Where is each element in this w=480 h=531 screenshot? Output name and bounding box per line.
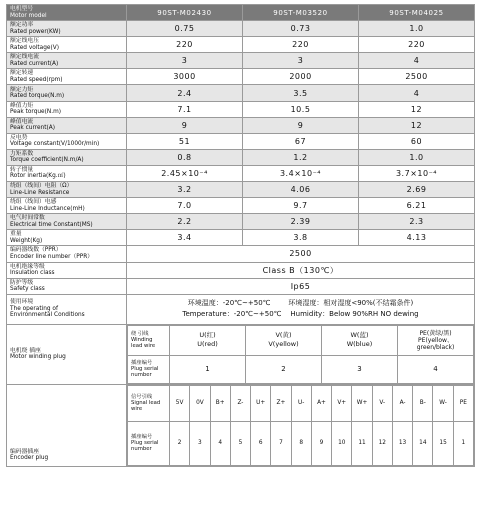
model-name-2: 90ST-M03520 bbox=[243, 5, 359, 21]
encoder-signal-pin: PE bbox=[453, 385, 473, 421]
winding-plug-number-row bbox=[128, 355, 474, 383]
common-spec-row bbox=[7, 262, 475, 278]
encoder-plug-pin: 12 bbox=[372, 421, 392, 465]
spec-label-en: Rotor inertia(Kg.㎡) bbox=[10, 173, 66, 180]
common-label-cn: 电机绝缘等级 bbox=[10, 263, 45, 270]
spec-label-en: Torque coefficient(N.m/A) bbox=[10, 157, 84, 164]
common-label-en: Insulation class bbox=[10, 270, 55, 277]
spec-label-en: Voltage constant(V/1000r/min) bbox=[10, 141, 100, 148]
encoder-plug-label-cell bbox=[7, 384, 127, 466]
winding-lead-pe-en: PE(yellow、green/black) bbox=[416, 336, 455, 351]
spec-label-cell bbox=[7, 165, 127, 181]
spec-value-2: 67 bbox=[243, 133, 359, 149]
spec-label-cell bbox=[7, 69, 127, 85]
spec-value-3: 2500 bbox=[359, 69, 475, 85]
spec-label-cn: 重量 bbox=[10, 231, 22, 238]
encoder-plug-table-cell bbox=[127, 384, 475, 466]
spec-label-cell bbox=[7, 214, 127, 230]
spec-label-en: Line-Line Inductance(mH) bbox=[10, 205, 85, 212]
spec-value-1: 9 bbox=[127, 117, 243, 133]
spec-label-cell bbox=[7, 198, 127, 214]
winding-lead-v-en: V(yellow) bbox=[268, 340, 299, 349]
model-label-cell bbox=[7, 5, 127, 21]
model-name-3: 90ST-M04025 bbox=[359, 5, 475, 21]
encoder-plug-number-label bbox=[128, 421, 170, 465]
winding-plug-label-cn: 电机绕 插座 bbox=[10, 347, 41, 354]
encoder-signal-pin: W- bbox=[433, 385, 453, 421]
encoder-plug-label-en: Encoder plug bbox=[10, 455, 49, 462]
encoder-signal-label-en: Signal lead wire bbox=[131, 400, 161, 413]
spec-label-cn: 额定线电流 bbox=[10, 54, 39, 61]
spec-label-en: Peak current(A) bbox=[10, 125, 56, 132]
model-name-1: 90ST-M02430 bbox=[127, 5, 243, 21]
spec-value-1: 51 bbox=[127, 133, 243, 149]
environment-label-cn: 使用环境 bbox=[10, 299, 34, 306]
environment-value-cell bbox=[127, 294, 475, 324]
spec-value-1: 2.2 bbox=[127, 214, 243, 230]
spec-label-cell bbox=[7, 101, 127, 117]
spec-value-3: 2.69 bbox=[359, 182, 475, 198]
spec-row bbox=[7, 198, 475, 214]
winding-lead-label-cn: 绕 引线 bbox=[131, 330, 149, 337]
encoder-signal-pin: Z- bbox=[230, 385, 250, 421]
spec-label-cn: 额定线电压 bbox=[10, 38, 39, 45]
common-label-en: Encoder line number（PPR） bbox=[10, 253, 94, 260]
spec-row bbox=[7, 21, 475, 37]
model-label-en: Motor model bbox=[10, 12, 47, 19]
winding-lead-label bbox=[128, 325, 170, 355]
spec-row bbox=[7, 214, 475, 230]
spec-row bbox=[7, 53, 475, 69]
encoder-plug-pin: 15 bbox=[433, 421, 453, 465]
spec-value-2: 2000 bbox=[243, 69, 359, 85]
spec-label-cell bbox=[7, 149, 127, 165]
spec-value-3: 6.21 bbox=[359, 198, 475, 214]
spec-value-2: 10.5 bbox=[243, 101, 359, 117]
spec-value-3: 4 bbox=[359, 53, 475, 69]
environment-label-en-2: Environmental Conditions bbox=[10, 312, 85, 319]
spec-value-2: 3 bbox=[243, 53, 359, 69]
spec-label-en: Rated speed(rpm) bbox=[10, 76, 63, 83]
encoder-plug-number-row bbox=[128, 421, 474, 465]
winding-plug-label-cn-text: 插座编号 bbox=[131, 359, 153, 366]
environment-label-en-1: The operating of bbox=[10, 305, 59, 312]
encoder-signal-pin: A+ bbox=[311, 385, 331, 421]
encoder-plug-pin: 6 bbox=[251, 421, 271, 465]
spec-value-1: 0.75 bbox=[127, 21, 243, 37]
spec-label-cell bbox=[7, 53, 127, 69]
spec-label-cell bbox=[7, 85, 127, 101]
winding-lead-pe-cn: PE(黄绿/黑) bbox=[419, 329, 452, 337]
winding-plug-row bbox=[7, 324, 475, 384]
model-label-cn: 电机型号 bbox=[10, 6, 34, 13]
encoder-plug-pin: 11 bbox=[352, 421, 372, 465]
spec-label-en: Rated power(KW) bbox=[10, 28, 61, 35]
spec-value-3: 12 bbox=[359, 101, 475, 117]
encoder-signal-pin: A- bbox=[392, 385, 412, 421]
spec-value-2: 220 bbox=[243, 37, 359, 53]
spec-value-1: 2.4 bbox=[127, 85, 243, 101]
spec-value-1: 0.8 bbox=[127, 149, 243, 165]
encoder-plug-pin: 14 bbox=[413, 421, 433, 465]
winding-lead-v-cn: V(黄) bbox=[275, 331, 292, 340]
winding-lead-row bbox=[128, 325, 474, 355]
encoder-signal-pin: B+ bbox=[210, 385, 230, 421]
winding-plug-3: 3 bbox=[322, 355, 398, 383]
common-value: Class B（130℃） bbox=[127, 262, 475, 278]
encoder-plug-label-cn: 编码器插座 bbox=[10, 448, 39, 455]
winding-plug-label-en-text: Plug serial number bbox=[131, 366, 159, 379]
encoder-plug-table bbox=[127, 385, 474, 466]
common-value: 2500 bbox=[127, 246, 475, 262]
spec-value-2: 9.7 bbox=[243, 198, 359, 214]
winding-plug-table bbox=[127, 325, 474, 384]
environment-label-cell bbox=[7, 294, 127, 324]
encoder-plug-pin: 13 bbox=[392, 421, 412, 465]
winding-plug-number-label bbox=[128, 355, 170, 383]
encoder-signal-label bbox=[128, 385, 170, 421]
spec-value-2: 3.5 bbox=[243, 85, 359, 101]
winding-plug-4: 4 bbox=[398, 355, 474, 383]
spec-value-1: 2.45×10⁻⁴ bbox=[127, 165, 243, 181]
spec-label-cn: 峰值力矩 bbox=[10, 102, 34, 109]
encoder-plug-pin: 5 bbox=[230, 421, 250, 465]
spec-row bbox=[7, 117, 475, 133]
common-value: Ip65 bbox=[127, 278, 475, 294]
spec-label-cn: 峰值电流 bbox=[10, 118, 34, 125]
spec-value-2: 9 bbox=[243, 117, 359, 133]
winding-lead-w bbox=[322, 325, 398, 355]
spec-value-2: 2.39 bbox=[243, 214, 359, 230]
spec-label-cn: 额定力矩 bbox=[10, 86, 34, 93]
spec-row bbox=[7, 85, 475, 101]
encoder-signal-pin: 0V bbox=[190, 385, 210, 421]
winding-plug-2: 2 bbox=[246, 355, 322, 383]
spec-value-3: 12 bbox=[359, 117, 475, 133]
spec-value-3: 220 bbox=[359, 37, 475, 53]
spec-label-en: Electrical time Constant(MS) bbox=[10, 221, 93, 228]
spec-value-3: 4 bbox=[359, 85, 475, 101]
winding-lead-label-en-1: Winding bbox=[131, 337, 153, 344]
spec-label-cell bbox=[7, 21, 127, 37]
spec-value-3: 1.0 bbox=[359, 149, 475, 165]
spec-value-2: 4.06 bbox=[243, 182, 359, 198]
header-row bbox=[7, 5, 475, 21]
environment-line-cn: 环境温度：-20℃~+50℃ 环境湿度：相对湿度<90%(不结霜条件) bbox=[187, 299, 414, 308]
spec-value-3: 4.13 bbox=[359, 230, 475, 246]
spec-label-en: Weight(Kg) bbox=[10, 237, 43, 244]
spec-label-cell bbox=[7, 182, 127, 198]
winding-plug-table-cell bbox=[127, 324, 475, 384]
common-label-cell bbox=[7, 246, 127, 262]
spec-label-cell bbox=[7, 133, 127, 149]
encoder-plug-pin: 9 bbox=[311, 421, 331, 465]
environment-line-en: Temperature：-20℃~+50℃ Humidity：Below 90%RH NO dewing bbox=[182, 310, 419, 319]
winding-lead-label-en-2: lead wire bbox=[131, 343, 156, 350]
common-label-en: Safety class bbox=[10, 286, 45, 293]
winding-plug-label-cell bbox=[7, 324, 127, 384]
common-label-cell bbox=[7, 278, 127, 294]
spec-row bbox=[7, 165, 475, 181]
motor-spec-table bbox=[6, 4, 475, 467]
encoder-plug-pin: 1 bbox=[453, 421, 473, 465]
common-label-cn: 编码器线数（PPR） bbox=[10, 247, 62, 254]
spec-label-cell bbox=[7, 37, 127, 53]
spec-row bbox=[7, 182, 475, 198]
encoder-signal-pin: U+ bbox=[251, 385, 271, 421]
spec-value-2: 0.73 bbox=[243, 21, 359, 37]
spec-label-cn: 额定功率 bbox=[10, 22, 34, 29]
encoder-signal-pin: V- bbox=[372, 385, 392, 421]
environment-row bbox=[7, 294, 475, 324]
encoder-signal-pin: Z+ bbox=[271, 385, 291, 421]
encoder-plug-pin: 7 bbox=[271, 421, 291, 465]
spec-label-en: Rated voltage(V) bbox=[10, 44, 59, 51]
encoder-signal-pin: B- bbox=[413, 385, 433, 421]
spec-row bbox=[7, 230, 475, 246]
winding-lead-v bbox=[246, 325, 322, 355]
spec-row bbox=[7, 133, 475, 149]
spec-label-cn: 绕组（线间）电阻（Ω） bbox=[10, 183, 73, 190]
winding-lead-w-cn: W(蓝) bbox=[350, 331, 369, 340]
spec-value-1: 3000 bbox=[127, 69, 243, 85]
spec-label-en: Rated current(A) bbox=[10, 60, 59, 67]
common-spec-row bbox=[7, 278, 475, 294]
spec-value-2: 1.2 bbox=[243, 149, 359, 165]
spec-label-cn: 电气时间常数 bbox=[10, 215, 45, 222]
encoder-signal-pin: 5V bbox=[170, 385, 190, 421]
spec-row bbox=[7, 101, 475, 117]
encoder-plug-pin: 8 bbox=[291, 421, 311, 465]
winding-lead-u bbox=[170, 325, 246, 355]
spec-value-2: 3.8 bbox=[243, 230, 359, 246]
common-spec-row bbox=[7, 246, 475, 262]
spec-label-cn: 力矩系数 bbox=[10, 150, 34, 157]
spec-value-3: 60 bbox=[359, 133, 475, 149]
spec-label-cn: 反电势 bbox=[10, 134, 28, 141]
spec-value-3: 2.3 bbox=[359, 214, 475, 230]
encoder-plug-label-en-text: Plug serial number bbox=[131, 440, 159, 453]
spec-value-1: 7.0 bbox=[127, 198, 243, 214]
winding-lead-w-en: W(blue) bbox=[346, 340, 373, 349]
spec-label-cn: 绕组（线间）电感 bbox=[10, 199, 57, 206]
spec-row bbox=[7, 149, 475, 165]
common-label-cell bbox=[7, 262, 127, 278]
encoder-plug-pin: 2 bbox=[170, 421, 190, 465]
winding-plug-1: 1 bbox=[170, 355, 246, 383]
spec-row bbox=[7, 69, 475, 85]
spec-label-cell bbox=[7, 117, 127, 133]
encoder-signal-pin: W+ bbox=[352, 385, 372, 421]
spec-value-3: 3.7×10⁻⁴ bbox=[359, 165, 475, 181]
encoder-signal-pin: U- bbox=[291, 385, 311, 421]
spec-value-1: 3 bbox=[127, 53, 243, 69]
spec-label-cn: 转子惯量 bbox=[10, 166, 34, 173]
winding-lead-u-cn: U(红) bbox=[199, 331, 216, 340]
encoder-signal-pin: V+ bbox=[332, 385, 352, 421]
spec-value-1: 3.2 bbox=[127, 182, 243, 198]
spec-label-cell bbox=[7, 230, 127, 246]
spec-label-en: Line-Line Resistance bbox=[10, 189, 70, 196]
winding-lead-pe bbox=[398, 325, 474, 355]
encoder-plug-label-cn-text: 插座编号 bbox=[131, 433, 153, 440]
winding-plug-label-en: Motor winding plug bbox=[10, 354, 66, 361]
spec-value-2: 3.4×10⁻⁴ bbox=[243, 165, 359, 181]
encoder-plug-row bbox=[7, 384, 475, 466]
spec-value-1: 220 bbox=[127, 37, 243, 53]
encoder-plug-pin: 3 bbox=[190, 421, 210, 465]
encoder-signal-label-cn: 信号引线 bbox=[131, 393, 153, 400]
spec-value-3: 1.0 bbox=[359, 21, 475, 37]
encoder-plug-pin: 10 bbox=[332, 421, 352, 465]
spec-row bbox=[7, 37, 475, 53]
spec-sheet bbox=[6, 4, 474, 467]
common-label-cn: 防护等级 bbox=[10, 279, 34, 286]
spec-value-1: 3.4 bbox=[127, 230, 243, 246]
encoder-plug-pin: 4 bbox=[210, 421, 230, 465]
winding-lead-u-en: U(red) bbox=[197, 340, 218, 349]
encoder-signal-row bbox=[128, 385, 474, 421]
spec-label-en: Peak torque(N.m) bbox=[10, 109, 61, 116]
spec-label-cn: 额定转速 bbox=[10, 70, 34, 77]
spec-value-1: 7.1 bbox=[127, 101, 243, 117]
spec-label-en: Rated torque(N.m) bbox=[10, 93, 65, 100]
